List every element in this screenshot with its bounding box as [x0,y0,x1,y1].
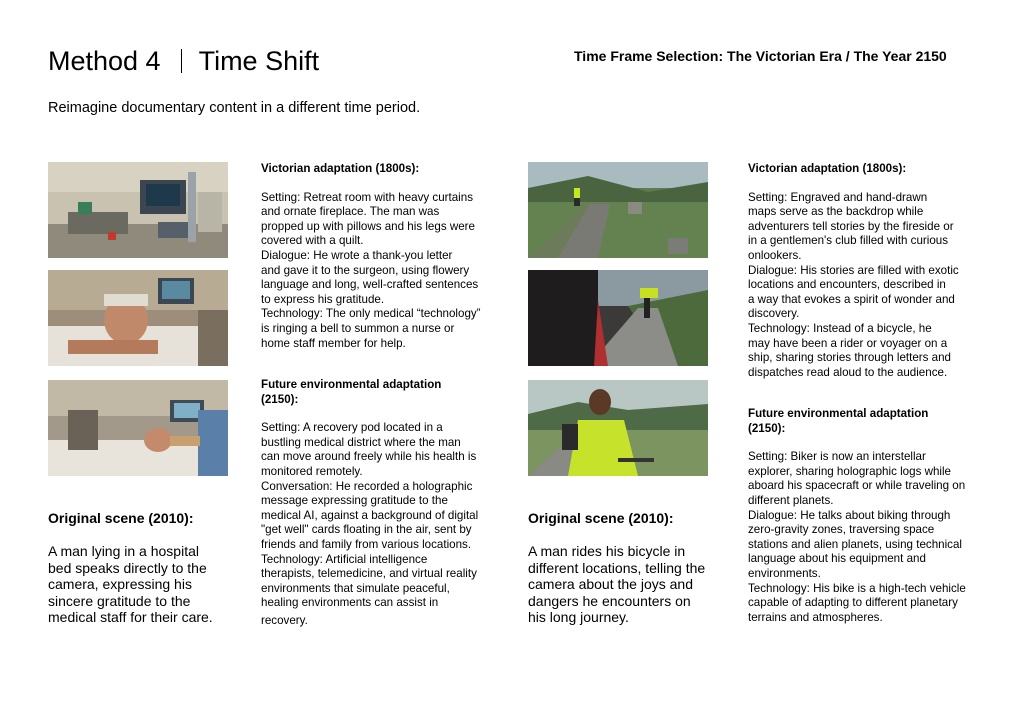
original-line: bed speaks directly to the [48,559,207,576]
future-line: capable of adapting to different planetary [748,596,958,610]
future-line: zero-gravity zones, traversing space [748,523,935,537]
future-line: bustling medical district where the man [261,435,461,449]
victorian-line: maps serve as the backdrop while [748,205,924,219]
future-line: healing environments can assist in [261,596,439,610]
future-line: message expressing gratitude to the [261,494,448,508]
future-line: medical AI, against a background of digital [261,508,479,522]
original-line: his long journey. [528,609,629,626]
victorian-line: home staff member for help. [261,336,406,350]
victorian-line: covered with a quilt. [261,234,364,248]
hospital-patient-photo [48,270,228,366]
cyclist-road-photo [528,162,708,258]
victorian-line: discovery. [748,307,800,321]
future-line: monitored remotely. [261,464,363,478]
future-line: aboard his spacecraft or while traveling on [748,479,966,493]
victorian-line: in a gentlemen's club filled with curious [748,234,949,248]
victorian-line: Dialogue: His stories are filled with exotic [748,263,959,277]
hospital-care-photo [48,380,228,476]
future-adaptation-block-1 [261,378,497,629]
future-line: explorer, sharing holographic logs while [748,464,952,478]
future-title-line: (2150): [261,392,299,406]
victorian-line: may have been a rider or voyager on a [748,336,948,350]
victorian-line: Technology: Instead of a bicycle, he [748,321,932,335]
victorian-adaptation-title: Victorian adaptation (1800s): [748,162,907,175]
future-title-line: (2150): [748,421,786,435]
original-line: camera about the joys and [528,576,693,593]
original-scene-description-2 [528,543,738,626]
future-line: recovery. [261,613,308,627]
future-line: friends and family from various locations. [261,537,472,551]
future-line: Technology: His bike is a high-tech vehicle [748,581,966,595]
victorian-line: Dialogue: He wrote a thank-you letter [261,248,453,262]
future-line: terrains and atmospheres. [748,610,883,624]
future-line: environments that simulate peaceful, [261,581,450,595]
future-line: Setting: A recovery pod located in a [261,421,443,435]
victorian-line: Setting: Engraved and hand-drawn [748,190,928,204]
future-line: therapists, telemedicine, and virtual reality [261,567,477,581]
cyclist-portrait-photo [528,380,708,476]
original-line: A man lying in a hospital [48,543,199,559]
cyclist-pov-photo [528,270,708,366]
victorian-adaptation-block-1 [261,162,497,351]
original-line: dangers he encounters on [528,592,691,609]
future-line: environments. [748,566,821,580]
original-line: A man rides his bicycle in [528,543,686,559]
victorian-line: ship, sharing stories through letters and [748,351,952,365]
hospital-equipment-photo [48,162,228,258]
future-line: Conversation: He recorded a holographic [261,479,473,493]
time-frame-selection: Time Frame Selection: The Victorian Era / The Year 2150 [574,48,947,64]
original-scene-title-2: Original scene (2010): [528,510,674,526]
future-title-line: Future environmental adaptation [748,407,929,420]
page-title [48,44,319,78]
victorian-line: is ringing a bell to summon a nurse or [261,321,455,335]
future-line: stations and alien planets, using technical [748,537,962,551]
future-line: language about his equipment and [748,552,926,566]
method-title: Time Shift [198,46,320,76]
future-adaptation-title [748,407,984,436]
victorian-line: a way that evokes a spirit of wonder and [748,292,955,306]
future-adaptation-title [261,378,497,407]
victorian-line: onlookers. [748,248,802,262]
future-line: Technology: Artificial intelligence [261,552,428,566]
original-line: different locations, telling the [528,559,706,576]
future-line: "get well" cards floating in the air, sent by [261,523,472,537]
victorian-line: Technology: The only medical “technology” [261,307,481,321]
victorian-adaptation-title: Victorian adaptation (1800s): [261,162,420,175]
future-line: can move around freely while his health is [261,450,477,464]
victorian-line: to express his gratitude. [261,292,385,306]
victorian-line: dispatches read aloud to the audience. [748,365,948,379]
future-line: Dialogue: He talks about biking through [748,508,951,522]
victorian-line: and gave it to the surgeon, using flowery [261,263,470,277]
title-divider [181,49,182,73]
future-title-line: Future environmental adaptation [261,378,442,391]
original-scene-title-1: Original scene (2010): [48,510,194,526]
method-label: Method 4 [48,46,161,76]
intro-text: Reimagine documentary content in a different time period. [48,100,421,116]
victorian-line: and ornate fireplace. The man was [261,205,440,219]
future-adaptation-block-2 [748,407,984,625]
original-scene-description-1 [48,543,248,626]
victorian-line: propped up with pillows and his legs were [261,219,475,233]
victorian-line: locations and encounters, described in [748,278,946,292]
future-line: Setting: Biker is now an interstellar [748,450,926,464]
victorian-line: adventurers tell stories by the fireside or [748,219,954,233]
future-line: different planets. [748,493,834,507]
victorian-line: Setting: Retreat room with heavy curtains [261,190,474,204]
victorian-line: language and long, well-crafted sentences [261,278,479,292]
original-line: medical staff for their care. [48,609,213,626]
original-line: sincere gratitude to the [48,592,191,609]
victorian-adaptation-block-2 [748,162,984,380]
original-line: camera, expressing his [48,576,192,593]
